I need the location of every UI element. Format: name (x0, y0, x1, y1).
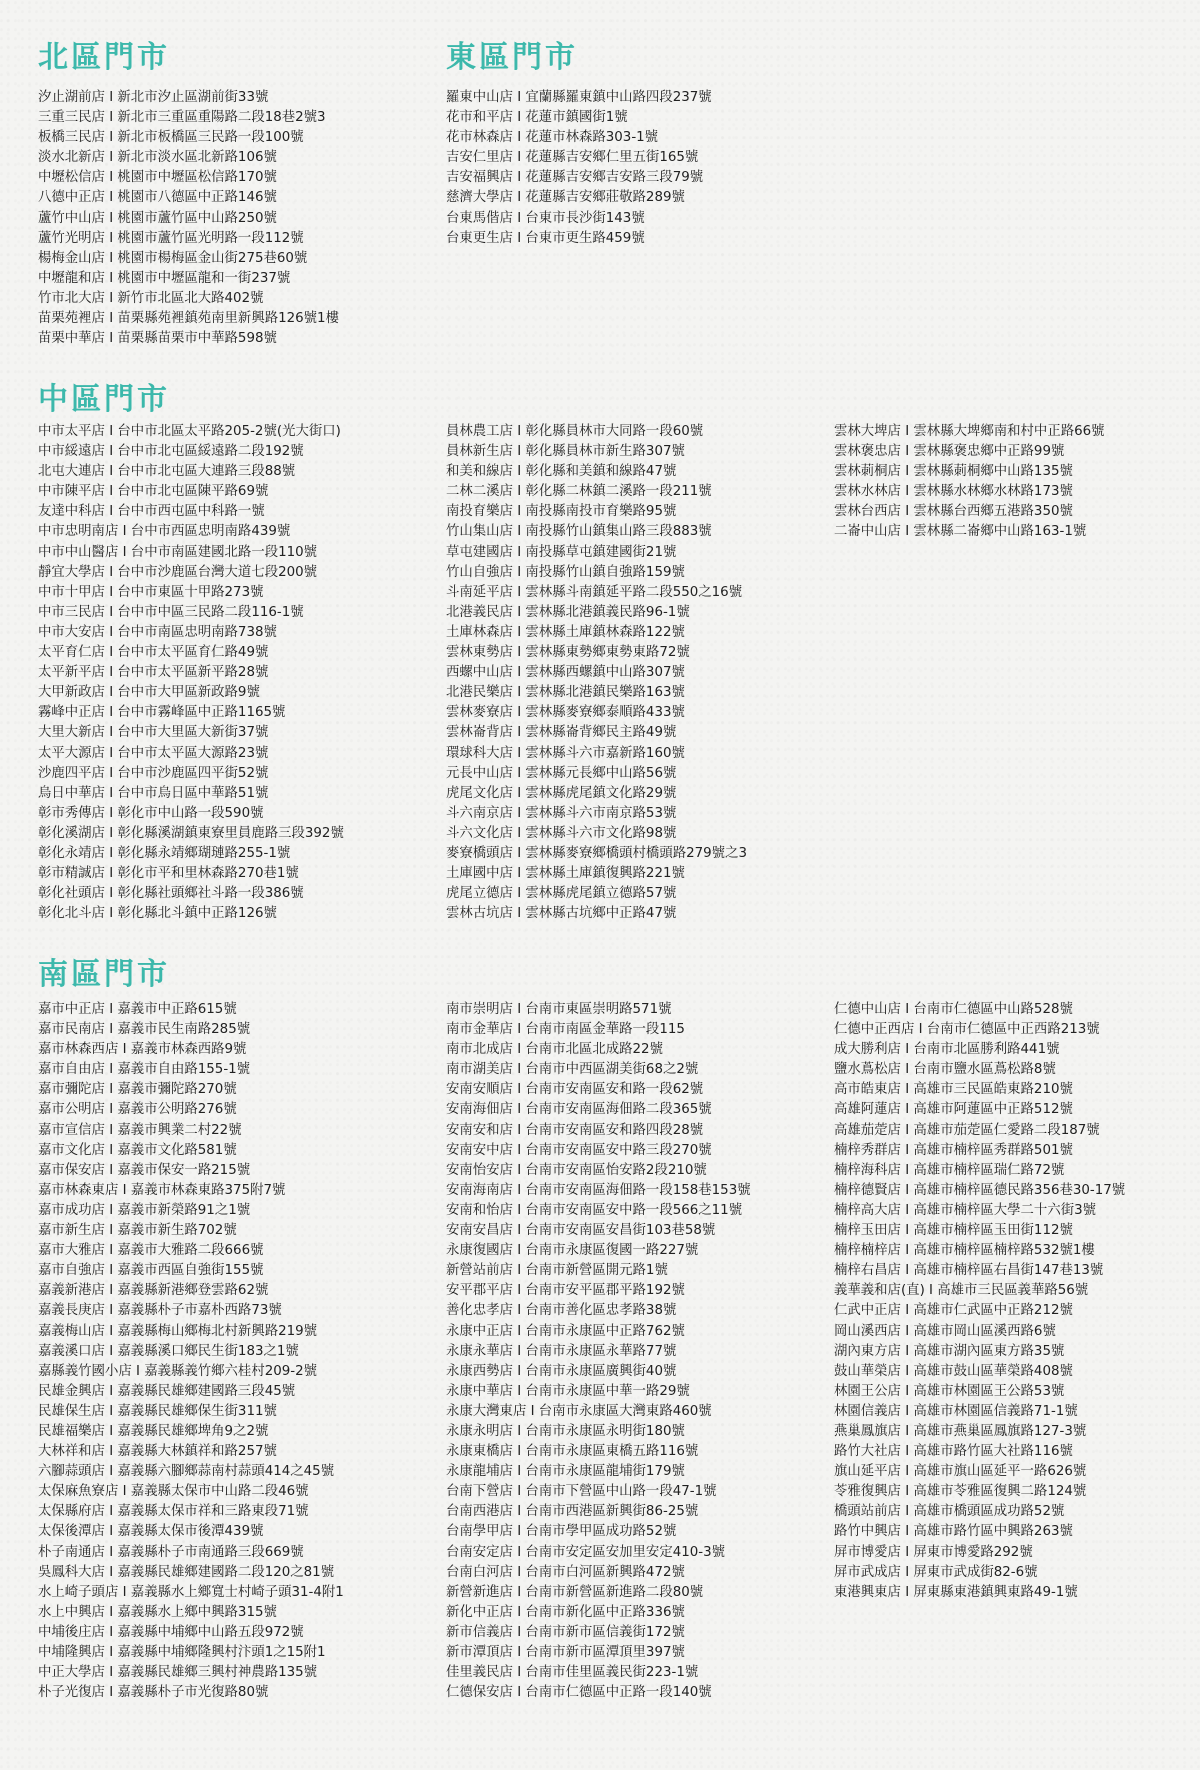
store-entry: 新化中正店 I 台南市新化區中正路336號 (446, 1604, 685, 1620)
store-entry: 烏日中華店 I 台中市烏日區中華路51號 (38, 785, 269, 801)
store-entry: 二林二溪店 I 彰化縣二林鎮二溪路一段211號 (446, 484, 712, 500)
store-entry: 苗栗中華店 I 苗栗縣苗栗市中華路598號 (38, 331, 277, 347)
north-heading: 北區門市 (38, 40, 170, 75)
store-entry: 岡山溪西店 I 高雄市岡山區溪西路6號 (834, 1323, 1056, 1339)
store-entry: 林園王公店 I 高雄市林園區王公路53號 (834, 1383, 1065, 1399)
store-entry: 六腳蒜頭店 I 嘉義縣六腳鄉蒜南村蒜頭414之45號 (38, 1464, 335, 1480)
store-entry: 安南海南店 I 台南市安南區海佃路一段158巷153號 (446, 1182, 751, 1198)
store-entry: 嘉市宣信店 I 嘉義市興業二村22號 (38, 1122, 242, 1138)
store-entry: 安南安順店 I 台南市安南區安和路一段62號 (446, 1082, 704, 1098)
store-entry: 永康東橋店 I 台南市永康區東橋五路116號 (446, 1444, 699, 1460)
store-entry: 蘆竹中山店 I 桃園市蘆竹區中山路250號 (38, 210, 277, 226)
store-entry: 彰化北斗店 I 彰化縣北斗鎮中正路126號 (38, 906, 277, 922)
store-entry: 高雄茄萣店 I 高雄市茄萣區仁愛路二段187號 (834, 1122, 1100, 1138)
store-entry: 安南安中店 I 台南市安南區安中路三段270號 (446, 1142, 712, 1158)
store-entry: 永康復國店 I 台南市永康區復國一路227號 (446, 1243, 699, 1259)
store-entry: 橋頭站前店 I 高雄市橋頭區成功路52號 (834, 1504, 1065, 1520)
store-entry: 嘉市自由店 I 嘉義市自由路155-1號 (38, 1062, 251, 1078)
store-entry: 嘉市新生店 I 嘉義市新生路702號 (38, 1223, 237, 1239)
store-entry: 民雄金興店 I 嘉義縣民雄鄉建國路三段45號 (38, 1383, 296, 1399)
store-entry: 彰化溪湖店 I 彰化縣溪湖鎮東寮里員鹿路三段392號 (38, 825, 344, 841)
store-entry: 中市三民店 I 台中市中區三民路二段116-1號 (38, 604, 304, 620)
store-entry: 環球科大店 I 雲林縣斗六市嘉新路160號 (446, 745, 685, 761)
store-entry: 南市北成店 I 台南市北區北成路22號 (446, 1042, 663, 1058)
store-entry: 嘉市民南店 I 嘉義市民生南路285號 (38, 1022, 251, 1038)
store-entry: 民雄福樂店 I 嘉義縣民雄鄉埤角9之2號 (38, 1423, 269, 1439)
central-store-list-col1 (38, 422, 478, 924)
store-entry: 中埔隆興店 I 嘉義縣中埔鄉隆興村汴頭1之15附1 (38, 1645, 326, 1660)
store-entry: 中市陳平店 I 台中市北屯區陳平路69號 (38, 484, 269, 500)
store-entry: 仁武中正店 I 高雄市仁武區中正路212號 (834, 1303, 1073, 1319)
store-entry: 永康永明店 I 台南市永康區永明街180號 (446, 1423, 685, 1439)
store-entry: 永康中華店 I 台南市永康區中華一路29號 (446, 1383, 690, 1399)
east-heading: 東區門市 (446, 40, 578, 75)
store-entry: 淡水北新店 I 新北市淡水區北新路106號 (38, 150, 277, 166)
store-entry: 蘆竹光明店 I 桃園市蘆竹區光明路一段112號 (38, 230, 304, 246)
store-entry: 靜宜大學店 I 台中市沙鹿區台灣大道七段200號 (38, 564, 318, 580)
store-entry: 西螺中山店 I 雲林縣西螺鎮中山路307號 (446, 665, 685, 681)
store-entry: 嘉義長庚店 I 嘉義縣朴子市嘉朴西路73號 (38, 1303, 282, 1319)
store-entry: 中市十甲店 I 台中市東區十甲路273號 (38, 584, 264, 600)
store-entry: 水上中興店 I 嘉義縣水上鄉中興路315號 (38, 1604, 277, 1620)
store-entry: 員林新生店 I 彰化縣員林市新生路307號 (446, 444, 685, 460)
store-entry: 雲林東勢店 I 雲林縣東勢鄉東勢東路72號 (446, 645, 690, 661)
central-heading: 中區門市 (38, 382, 170, 417)
store-entry: 義華義和店(直) I 高雄市三民區義華路56號 (834, 1283, 1089, 1299)
store-entry: 中埔後庄店 I 嘉義縣中埔鄉中山路五段972號 (38, 1624, 304, 1640)
store-entry: 鼓山華榮店 I 高雄市鼓山區華榮路408號 (834, 1363, 1073, 1379)
store-entry: 花市林森店 I 花蓮市林森路303-1號 (446, 130, 659, 146)
store-entry: 彰市秀傳店 I 彰化市中山路一段590號 (38, 805, 264, 821)
store-entry: 路竹大社店 I 高雄市路竹區大社路116號 (834, 1444, 1073, 1460)
store-entry: 台南安定店 I 台南市安定區安加里安定410-3號 (446, 1544, 726, 1560)
store-entry: 雲林麥寮店 I 雲林縣麥寮鄉泰順路433號 (446, 705, 685, 721)
central-store-list-col3 (834, 422, 1200, 543)
store-entry: 永康大灣東店 I 台南市永康區大灣東路460號 (446, 1403, 712, 1419)
store-entry: 嘉市大雅店 I 嘉義市大雅路二段666號 (38, 1243, 264, 1259)
store-entry: 民雄保生店 I 嘉義縣民雄鄉保生街311號 (38, 1403, 277, 1419)
store-entry: 燕巢鳳旗店 I 高雄市燕巢區鳳旗路127-3號 (834, 1423, 1087, 1439)
store-entry: 大林祥和店 I 嘉義縣大林鎮祥和路257號 (38, 1444, 277, 1460)
store-entry: 水上崎子頭店 I 嘉義縣水上鄉寬士村崎子頭31-4附1 (38, 1584, 344, 1600)
store-entry: 二崙中山店 I 雲林縣二崙鄉中山路163-1號 (834, 524, 1087, 540)
store-entry: 雲林大埤店 I 雲林縣大埤鄉南和村中正路66號 (834, 424, 1105, 439)
store-entry: 嘉市林森東店 I 嘉義市林森東路375附7號 (38, 1182, 286, 1198)
store-entry: 楠梓高大店 I 高雄市楠梓區大學二十六街3號 (834, 1202, 1097, 1218)
store-entry: 朴子南通店 I 嘉義縣朴子市南通路三段669號 (38, 1544, 304, 1560)
store-entry: 友達中科店 I 台中市西屯區中科路一號 (38, 504, 265, 520)
store-entry: 元長中山店 I 雲林縣元長鄉中山路56號 (446, 765, 677, 781)
store-entry: 虎尾立德店 I 雲林縣虎尾鎮立德路57號 (446, 886, 677, 902)
store-entry: 雲林台西店 I 雲林縣台西鄉五港路350號 (834, 504, 1073, 520)
store-entry: 土庫林森店 I 雲林縣土庫鎮林森路122號 (446, 624, 685, 640)
store-entry: 太保縣府店 I 嘉義縣太保市祥和三路東段71號 (38, 1504, 309, 1520)
store-entry: 路竹中興店 I 高雄市路竹區中興路263號 (834, 1524, 1073, 1540)
store-entry: 台南學甲店 I 台南市學甲區成功路52號 (446, 1524, 677, 1540)
store-entry: 楠梓德賢店 I 高雄市楠梓區德民路356巷30-17號 (834, 1182, 1126, 1198)
store-entry: 吳鳳科大店 I 嘉義縣民雄鄉建國路二段120之81號 (38, 1564, 335, 1580)
store-entry: 新市信義店 I 台南市新市區信義街172號 (446, 1624, 685, 1640)
store-entry: 太平育仁店 I 台中市太平區育仁路49號 (38, 645, 269, 661)
store-entry: 八德中正店 I 桃園市八德區中正路146號 (38, 190, 277, 206)
store-entry: 花市和平店 I 花蓮市鎮國街1號 (446, 110, 628, 126)
store-entry: 苗栗苑裡店 I 苗栗縣苑裡鎮苑南里新興路126號1樓 (38, 311, 339, 327)
store-entry: 朴子光復店 I 嘉義縣朴子市光復路80號 (38, 1685, 269, 1701)
store-entry: 中市忠明南店 I 台中市西區忠明南路439號 (38, 524, 291, 540)
store-entry: 楠梓楠梓店 I 高雄市楠梓區楠梓路532號1樓 (834, 1243, 1095, 1259)
store-entry: 中市大安店 I 台中市南區忠明南路738號 (38, 624, 277, 640)
store-entry: 北屯大連店 I 台中市北屯區大連路三段88號 (38, 464, 296, 480)
store-entry: 新營新進店 I 台南市新營區新進路二段80號 (446, 1584, 704, 1600)
store-entry: 雲林水林店 I 雲林縣水林鄉水林路173號 (834, 484, 1073, 500)
store-entry: 東港興東店 I 屏東縣東港鎮興東路49-1號 (834, 1584, 1078, 1600)
store-entry: 南投育樂店 I 南投縣南投市育樂路95號 (446, 504, 677, 520)
north-store-list (38, 88, 478, 349)
store-entry: 仁德中正西店 I 台南市仁德區中正西路213號 (834, 1022, 1100, 1038)
store-entry: 雲林褒忠店 I 雲林縣褒忠鄉中正路99號 (834, 444, 1065, 460)
store-entry: 吉安仁里店 I 花蓮縣吉安鄉仁里五街165號 (446, 150, 699, 166)
store-entry: 安南和怡店 I 台南市安南區安中路一段566之11號 (446, 1202, 743, 1218)
store-entry: 虎尾文化店 I 雲林縣虎尾鎮文化路29號 (446, 785, 677, 801)
store-entry: 佳里義民店 I 台南市佳里區義民街223-1號 (446, 1665, 699, 1681)
central-store-list-col2 (446, 422, 886, 924)
store-entry: 中市中山醫店 I 台中市南區建國北路一段110號 (38, 544, 318, 560)
store-entry: 嘉義梅山店 I 嘉義縣梅山鄉梅北村新興路219號 (38, 1323, 318, 1339)
store-entry: 台南下營店 I 台南市下營區中山路一段47-1號 (446, 1484, 717, 1500)
store-entry: 嘉義新港店 I 嘉義縣新港鄉登雲路62號 (38, 1283, 269, 1299)
store-entry: 霧峰中正店 I 台中市霧峰區中正路1165號 (38, 705, 286, 721)
store-entry: 新營站前店 I 台南市新營區開元路1號 (446, 1263, 668, 1279)
store-entry: 楠梓右昌店 I 高雄市楠梓區右昌街147巷13號 (834, 1263, 1104, 1279)
store-entry: 楠梓海科店 I 高雄市楠梓區瑞仁路72號 (834, 1162, 1065, 1178)
store-entry: 吉安福興店 I 花蓮縣吉安鄉吉安路三段79號 (446, 170, 704, 186)
store-entry: 嘉市保安店 I 嘉義市保安一路215號 (38, 1162, 251, 1178)
store-entry: 楠梓秀群店 I 高雄市楠梓區秀群路501號 (834, 1142, 1073, 1158)
store-entry: 羅東中山店 I 宜蘭縣羅東鎮中山路四段237號 (446, 90, 712, 105)
store-entry: 北港義民店 I 雲林縣北港鎮義民路96-1號 (446, 604, 690, 620)
store-entry: 太保麻魚寮店 I 嘉義縣太保市中山路二段46號 (38, 1484, 309, 1500)
store-entry: 中正大學店 I 嘉義縣民雄鄉三興村神農路135號 (38, 1665, 318, 1681)
store-entry: 太平大源店 I 台中市太平區大源路23號 (38, 745, 269, 761)
store-entry: 斗南延平店 I 雲林縣斗南鎮延平路二段550之16號 (446, 584, 743, 600)
south-store-list-col3 (834, 1000, 1200, 1603)
store-entry: 雲林古坑店 I 雲林縣古坑鄉中正路47號 (446, 906, 677, 922)
store-entry: 雲林莿桐店 I 雲林縣莿桐鄉中山路135號 (834, 464, 1073, 480)
store-entry: 永康永華店 I 台南市永康區永華路77號 (446, 1343, 677, 1359)
store-entry: 竹市北大店 I 新竹市北區北大路402號 (38, 290, 264, 306)
store-entry: 台東更生店 I 台東市更生路459號 (446, 230, 645, 246)
store-entry: 竹山自強店 I 南投縣竹山鎮自強路159號 (446, 564, 685, 580)
store-entry: 嘉義溪口店 I 嘉義縣溪口鄉民生街183之1號 (38, 1343, 299, 1359)
store-entry: 南市金華店 I 台南市南區金華路一段115 (446, 1022, 685, 1038)
store-entry: 安南安和店 I 台南市安南區安和路四段28號 (446, 1122, 704, 1138)
store-entry: 草屯建國店 I 南投縣草屯鎮建國街21號 (446, 544, 677, 560)
store-entry: 斗六南京店 I 雲林縣斗六市南京路53號 (446, 805, 677, 821)
store-entry: 竹山集山店 I 南投縣竹山鎮集山路三段883號 (446, 524, 712, 540)
store-entry: 員林農工店 I 彰化縣員林市大同路一段60號 (446, 424, 704, 439)
store-entry: 嘉市彌陀店 I 嘉義市彌陀路270號 (38, 1082, 237, 1098)
store-entry: 台東馬偕店 I 台東市長沙街143號 (446, 210, 645, 226)
store-entry: 慈濟大學店 I 花蓮縣吉安鄉莊敬路289號 (446, 190, 685, 206)
store-entry: 三重三民店 I 新北市三重區重陽路二段18巷2號3 (38, 110, 326, 126)
store-entry: 台南西港店 I 台南市西港區新興街86-25號 (446, 1504, 699, 1520)
store-entry: 鹽水蔦松店 I 台南市鹽水區蔦松路8號 (834, 1062, 1056, 1078)
store-entry: 屏市博愛店 I 屏東市博愛路292號 (834, 1544, 1033, 1560)
store-entry: 板橋三民店 I 新北市板橋區三民路一段100號 (38, 130, 304, 146)
store-entry: 麥寮橋頭店 I 雲林縣麥寮鄉橋頭村橋頭路279號之3 (446, 845, 747, 861)
store-entry: 嘉市文化店 I 嘉義市文化路581號 (38, 1142, 237, 1158)
south-store-list-col2 (446, 1000, 886, 1703)
store-entry: 土庫國中店 I 雲林縣土庫鎮復興路221號 (446, 866, 685, 882)
store-entry: 嘉市公明店 I 嘉義市公明路276號 (38, 1102, 237, 1118)
south-store-list-col1 (38, 1000, 478, 1703)
store-entry: 台南白河店 I 台南市白河區新興路472號 (446, 1564, 685, 1580)
store-entry: 沙鹿四平店 I 台中市沙鹿區四平街52號 (38, 765, 269, 781)
store-entry: 大里大新店 I 台中市大里區大新街37號 (38, 725, 269, 741)
store-entry: 嘉市中正店 I 嘉義市中正路615號 (38, 1002, 237, 1017)
store-entry: 安南安昌店 I 台南市安南區安昌街103巷58號 (446, 1223, 716, 1239)
store-entry: 苓雅復興店 I 高雄市苓雅區復興二路124號 (834, 1484, 1087, 1500)
store-entry: 永康中正店 I 台南市永康區中正路762號 (446, 1323, 685, 1339)
store-entry: 新市潭頂店 I 台南市新市區潭頂里397號 (446, 1645, 685, 1660)
store-entry: 中壢松信店 I 桃園市中壢區松信路170號 (38, 170, 277, 186)
store-entry: 大甲新政店 I 台中市大甲區新政路9號 (38, 685, 260, 701)
store-entry: 太平新平店 I 台中市太平區新平路28號 (38, 665, 269, 681)
store-entry: 永康龍埔店 I 台南市永康區龍埔街179號 (446, 1464, 685, 1480)
store-entry: 中壢龍和店 I 桃園市中壢區龍和一街237號 (38, 270, 291, 286)
store-entry: 安平郡平店 I 台南市安平區郡平路192號 (446, 1283, 685, 1299)
south-heading: 南區門市 (38, 957, 170, 992)
store-entry: 湖內東方店 I 高雄市湖內區東方路35號 (834, 1343, 1065, 1359)
store-entry: 安南海佃店 I 台南市安南區海佃路二段365號 (446, 1102, 712, 1118)
store-entry: 嘉市自強店 I 嘉義市西區自強街155號 (38, 1263, 264, 1279)
store-entry: 高市皓東店 I 高雄市三民區皓東路210號 (834, 1082, 1073, 1098)
store-entry: 仁德保安店 I 台南市仁德區中正路一段140號 (446, 1685, 712, 1701)
store-entry: 旗山延平店 I 高雄市旗山區延平一路626號 (834, 1464, 1087, 1480)
store-entry: 彰市精誠店 I 彰化市平和里林森路270巷1號 (38, 866, 299, 882)
store-entry: 林園信義店 I 高雄市林園區信義路71-1號 (834, 1403, 1078, 1419)
store-entry: 南市湖美店 I 台南市中西區湖美街68之2號 (446, 1062, 699, 1078)
store-entry: 楊梅金山店 I 桃園市楊梅區金山街275巷60號 (38, 250, 308, 266)
store-entry: 楠梓玉田店 I 高雄市楠梓區玉田街112號 (834, 1223, 1073, 1239)
store-entry: 南市崇明店 I 台南市東區崇明路571號 (446, 1002, 672, 1017)
store-entry: 仁德中山店 I 台南市仁德區中山路528號 (834, 1002, 1073, 1017)
store-entry: 彰化社頭店 I 彰化縣社頭鄉社斗路一段386號 (38, 886, 304, 902)
store-entry: 高雄阿蓮店 I 高雄市阿蓮區中正路512號 (834, 1102, 1073, 1118)
store-entry: 彰化永靖店 I 彰化縣永靖鄉瑚璉路255-1號 (38, 845, 291, 861)
store-entry: 嘉縣義竹國小店 I 嘉義縣義竹鄉六桂村209-2號 (38, 1363, 318, 1379)
east-store-list (446, 88, 886, 249)
store-entry: 安南怡安店 I 台南市安南區怡安路2段210號 (446, 1162, 707, 1178)
store-entry: 和美和線店 I 彰化縣和美鎮和線路47號 (446, 464, 677, 480)
store-entry: 汐止湖前店 I 新北市汐止區湖前街33號 (38, 90, 269, 105)
store-entry: 屏市武成店 I 屏東市武成街82-6號 (834, 1564, 1038, 1580)
store-entry: 雲林崙背店 I 雲林縣崙背鄉民主路49號 (446, 725, 677, 741)
store-entry: 太保後潭店 I 嘉義縣太保市後潭439號 (38, 1524, 264, 1540)
store-entry: 成大勝利店 I 台南市北區勝利路441號 (834, 1042, 1060, 1058)
store-entry: 善化忠孝店 I 台南市善化區忠孝路38號 (446, 1303, 677, 1319)
store-entry: 永康西勢店 I 台南市永康區廣興街40號 (446, 1363, 677, 1379)
store-entry: 中市太平店 I 台中市北區太平路205-2號(光大街口) (38, 424, 341, 439)
store-entry: 中市綏遠店 I 台中市北屯區綏遠路二段192號 (38, 444, 304, 460)
store-entry: 北港民樂店 I 雲林縣北港鎮民樂路163號 (446, 685, 685, 701)
store-entry: 斗六文化店 I 雲林縣斗六市文化路98號 (446, 825, 677, 841)
store-entry: 嘉市成功店 I 嘉義市新榮路91之1號 (38, 1202, 251, 1218)
store-entry: 嘉市林森西店 I 嘉義市林森西路9號 (38, 1042, 247, 1058)
